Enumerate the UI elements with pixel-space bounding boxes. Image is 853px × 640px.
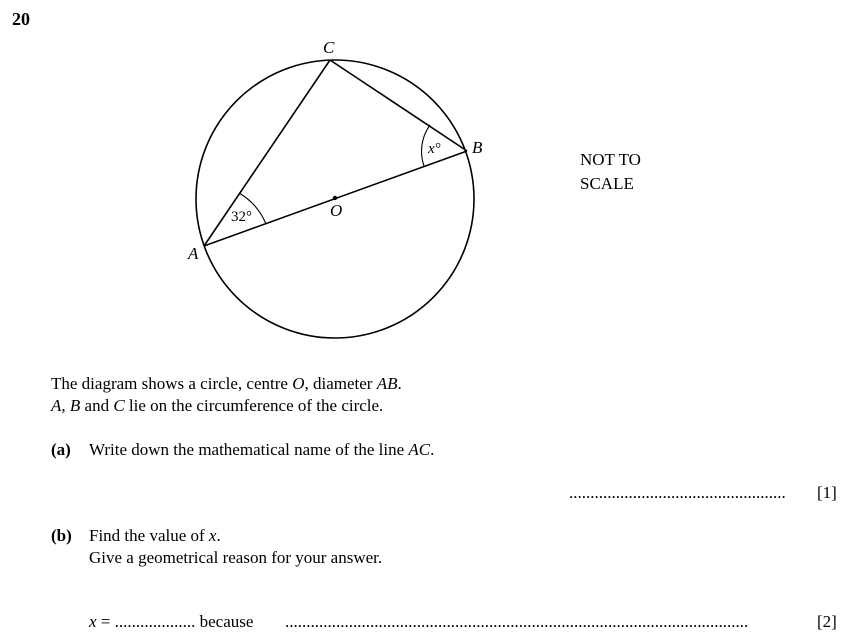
part-b-italic: x (208, 526, 217, 545)
part-b-marks: [2] (817, 612, 837, 631)
stem-text: , diameter (304, 374, 377, 393)
part-a-question (89, 439, 434, 461)
part-b-label: (b) (51, 526, 72, 545)
stem-text: The diagram shows a circle, centre (51, 374, 293, 393)
answer-value-field[interactable]: ................... (114, 612, 196, 631)
stem-italic: O (292, 374, 305, 393)
part-a-text-end: . (430, 440, 435, 459)
stem-text: and (80, 396, 114, 415)
stem-italic: B (69, 396, 81, 415)
part-a-label: (a) (51, 440, 71, 459)
part-b-answer-line (89, 612, 253, 632)
answer-variable: x (89, 612, 97, 631)
answer-dots[interactable]: ................................................... (569, 483, 786, 502)
label-O: O (330, 201, 343, 220)
stem-line-2 (51, 395, 402, 417)
question-number: 20 (12, 9, 30, 29)
reason-field[interactable] (285, 612, 807, 632)
line-AC (204, 60, 330, 246)
not-to-scale-note (580, 148, 641, 196)
note-line-2: SCALE (580, 174, 634, 193)
label-C: C (323, 38, 335, 57)
stem-italic: C (113, 396, 125, 415)
stem-text: lie on the circumference of the circle. (124, 396, 384, 415)
part-a-text: Write down the mathematical name of the line (89, 440, 409, 459)
stem-italic: AB (376, 374, 398, 393)
part-a-italic: AC (408, 440, 431, 459)
part-a-answer-line[interactable] (569, 483, 786, 503)
note-line-1: NOT TO (580, 150, 641, 169)
reason-dots[interactable]: ............................................................................................................. (285, 612, 749, 631)
stem-text: . (397, 374, 402, 393)
centre-point (333, 196, 337, 200)
question-stem (51, 373, 402, 417)
stem-line-1 (51, 373, 402, 395)
label-B: B (472, 138, 483, 157)
part-b-line-1 (89, 525, 382, 547)
line-CB (330, 60, 467, 151)
answer-because: because (195, 612, 254, 631)
part-a-marks: [1] (817, 483, 837, 502)
angle-label-B: x° (428, 141, 441, 157)
part-b-question (89, 525, 382, 569)
angle-label-A: 32° (231, 209, 252, 225)
part-b-text: Find the value of (89, 526, 209, 545)
part-b-text-end: . (216, 526, 221, 545)
label-A: A (188, 244, 199, 263)
part-b-line-2: Give a geometrical reason for your answer. (89, 548, 383, 567)
answer-equals: = (96, 612, 115, 631)
stem-italic: A (51, 396, 62, 415)
stem-text: , (61, 396, 70, 415)
